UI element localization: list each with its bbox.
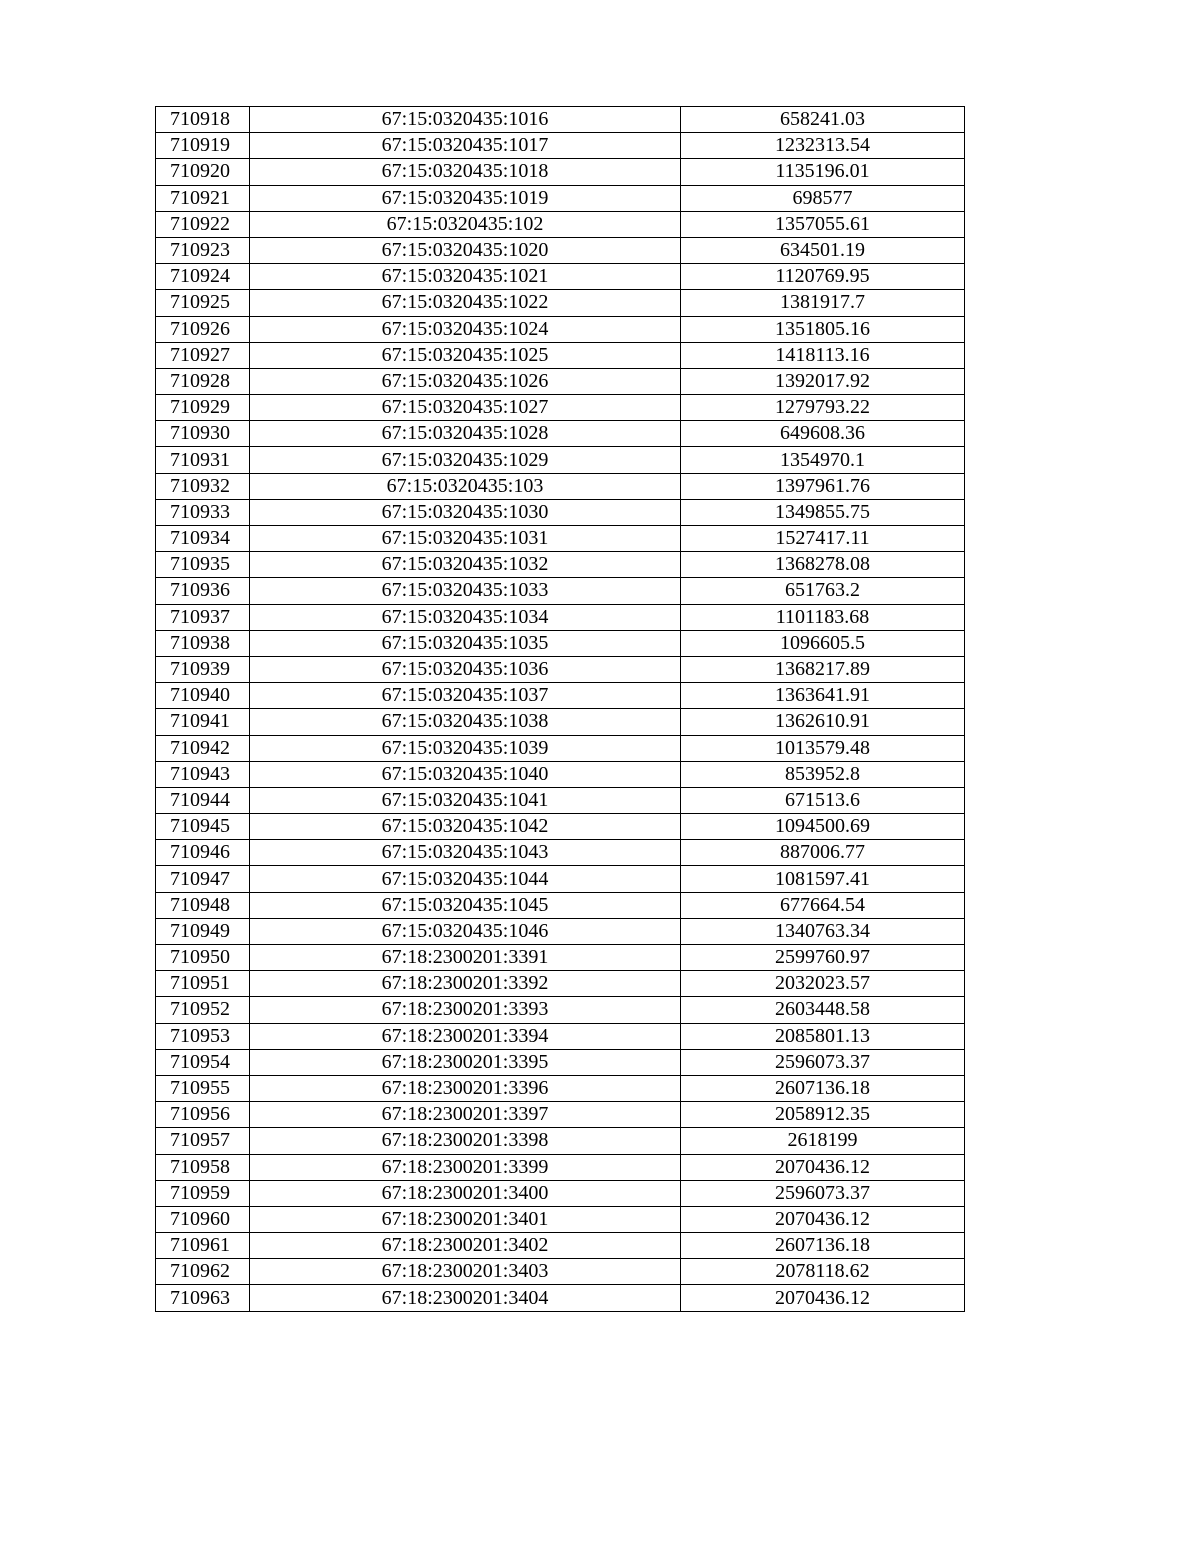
cadastral-value-cell: 1232313.54 xyxy=(681,133,965,159)
cadastral-value-cell: 651763.2 xyxy=(681,578,965,604)
cadastral-value-cell: 1368278.08 xyxy=(681,552,965,578)
cadastral-number-cell: 67:18:2300201:3404 xyxy=(250,1285,681,1311)
cadastral-value-cell: 2607136.18 xyxy=(681,1233,965,1259)
table-row xyxy=(156,1102,965,1128)
row-number-cell: 710919 xyxy=(156,133,250,159)
cadastral-value-cell: 1101183.68 xyxy=(681,604,965,630)
cadastral-value-cell: 1397961.76 xyxy=(681,473,965,499)
cadastral-number-cell: 67:15:0320435:1020 xyxy=(250,237,681,263)
cadastral-value-cell: 2032023.57 xyxy=(681,971,965,997)
cadastral-number-cell: 67:15:0320435:1043 xyxy=(250,840,681,866)
cadastral-number-cell: 67:18:2300201:3397 xyxy=(250,1102,681,1128)
cadastral-value-cell: 2596073.37 xyxy=(681,1180,965,1206)
row-number-cell: 710922 xyxy=(156,211,250,237)
row-number-cell: 710952 xyxy=(156,997,250,1023)
row-number-cell: 710936 xyxy=(156,578,250,604)
cadastral-value-cell: 658241.03 xyxy=(681,107,965,133)
table-row xyxy=(156,683,965,709)
row-number-cell: 710955 xyxy=(156,1075,250,1101)
table-row xyxy=(156,997,965,1023)
cadastral-value-cell: 1381917.7 xyxy=(681,290,965,316)
table-row xyxy=(156,892,965,918)
row-number-cell: 710932 xyxy=(156,473,250,499)
row-number-cell: 710946 xyxy=(156,840,250,866)
cadastral-number-cell: 67:15:0320435:1030 xyxy=(250,499,681,525)
row-number-cell: 710961 xyxy=(156,1233,250,1259)
cadastral-number-cell: 67:15:0320435:1040 xyxy=(250,761,681,787)
table-row xyxy=(156,473,965,499)
cadastral-number-cell: 67:15:0320435:1041 xyxy=(250,787,681,813)
row-number-cell: 710918 xyxy=(156,107,250,133)
cadastral-value-cell: 2603448.58 xyxy=(681,997,965,1023)
cadastral-number-cell: 67:15:0320435:1035 xyxy=(250,630,681,656)
cadastral-number-cell: 67:15:0320435:1033 xyxy=(250,578,681,604)
table-row xyxy=(156,237,965,263)
row-number-cell: 710948 xyxy=(156,892,250,918)
row-number-cell: 710930 xyxy=(156,421,250,447)
row-number-cell: 710941 xyxy=(156,709,250,735)
row-number-cell: 710963 xyxy=(156,1285,250,1311)
cadastral-value-cell: 2607136.18 xyxy=(681,1075,965,1101)
row-number-cell: 710954 xyxy=(156,1049,250,1075)
cadastral-value-cell: 1013579.48 xyxy=(681,735,965,761)
row-number-cell: 710934 xyxy=(156,526,250,552)
row-number-cell: 710925 xyxy=(156,290,250,316)
cadastral-value-cell: 1120769.95 xyxy=(681,264,965,290)
cadastral-value-cell: 1349855.75 xyxy=(681,499,965,525)
cadastral-number-cell: 67:15:0320435:1021 xyxy=(250,264,681,290)
row-number-cell: 710928 xyxy=(156,368,250,394)
row-number-cell: 710960 xyxy=(156,1206,250,1232)
cadastral-value-cell: 2070436.12 xyxy=(681,1206,965,1232)
cadastral-number-cell: 67:18:2300201:3393 xyxy=(250,997,681,1023)
row-number-cell: 710926 xyxy=(156,316,250,342)
cadastral-value-cell: 2078118.62 xyxy=(681,1259,965,1285)
cadastral-number-cell: 67:15:0320435:1024 xyxy=(250,316,681,342)
table-row xyxy=(156,1259,965,1285)
row-number-cell: 710951 xyxy=(156,971,250,997)
cadastral-value-cell: 698577 xyxy=(681,185,965,211)
cadastral-number-cell: 67:18:2300201:3391 xyxy=(250,945,681,971)
cadastral-number-cell: 67:15:0320435:1017 xyxy=(250,133,681,159)
table-row xyxy=(156,761,965,787)
table-row xyxy=(156,945,965,971)
cadastral-value-cell: 2058912.35 xyxy=(681,1102,965,1128)
cadastral-number-cell: 67:15:0320435:1042 xyxy=(250,814,681,840)
cadastral-value-cell: 2599760.97 xyxy=(681,945,965,971)
cadastral-number-cell: 67:15:0320435:1031 xyxy=(250,526,681,552)
cadastral-value-cell: 1362610.91 xyxy=(681,709,965,735)
cadastral-value-cell: 2618199 xyxy=(681,1128,965,1154)
row-number-cell: 710920 xyxy=(156,159,250,185)
cadastral-number-cell: 67:15:0320435:1034 xyxy=(250,604,681,630)
table-row xyxy=(156,1075,965,1101)
cadastral-number-cell: 67:15:0320435:1025 xyxy=(250,342,681,368)
cadastral-value-cell: 887006.77 xyxy=(681,840,965,866)
cadastral-value-cell: 671513.6 xyxy=(681,787,965,813)
row-number-cell: 710957 xyxy=(156,1128,250,1154)
table-row xyxy=(156,1128,965,1154)
row-number-cell: 710931 xyxy=(156,447,250,473)
row-number-cell: 710949 xyxy=(156,918,250,944)
cadastral-number-cell: 67:15:0320435:1037 xyxy=(250,683,681,709)
table-row xyxy=(156,787,965,813)
row-number-cell: 710953 xyxy=(156,1023,250,1049)
table-row xyxy=(156,185,965,211)
table-row xyxy=(156,735,965,761)
cadastral-number-cell: 67:15:0320435:1026 xyxy=(250,368,681,394)
row-number-cell: 710956 xyxy=(156,1102,250,1128)
table-row xyxy=(156,604,965,630)
cadastral-number-cell: 67:15:0320435:1016 xyxy=(250,107,681,133)
cadastral-number-cell: 67:18:2300201:3402 xyxy=(250,1233,681,1259)
cadastral-value-cell: 2085801.13 xyxy=(681,1023,965,1049)
table-row xyxy=(156,866,965,892)
row-number-cell: 710942 xyxy=(156,735,250,761)
cadastral-value-cell: 634501.19 xyxy=(681,237,965,263)
table-row xyxy=(156,316,965,342)
cadastral-number-cell: 67:15:0320435:1029 xyxy=(250,447,681,473)
cadastral-number-cell: 67:18:2300201:3399 xyxy=(250,1154,681,1180)
cadastral-value-cell: 1392017.92 xyxy=(681,368,965,394)
row-number-cell: 710962 xyxy=(156,1259,250,1285)
cadastral-value-cell: 2070436.12 xyxy=(681,1154,965,1180)
cadastral-number-cell: 67:15:0320435:1019 xyxy=(250,185,681,211)
table-row xyxy=(156,971,965,997)
table-row xyxy=(156,107,965,133)
cadastral-value-cell: 2070436.12 xyxy=(681,1285,965,1311)
table-row xyxy=(156,1023,965,1049)
row-number-cell: 710959 xyxy=(156,1180,250,1206)
cadastral-value-cell: 1357055.61 xyxy=(681,211,965,237)
cadastral-value-cell: 1351805.16 xyxy=(681,316,965,342)
row-number-cell: 710950 xyxy=(156,945,250,971)
row-number-cell: 710938 xyxy=(156,630,250,656)
cadastral-number-cell: 67:18:2300201:3392 xyxy=(250,971,681,997)
table-row xyxy=(156,159,965,185)
cadastral-value-cell: 1354970.1 xyxy=(681,447,965,473)
row-number-cell: 710937 xyxy=(156,604,250,630)
cadastral-value-table xyxy=(155,106,965,1312)
cadastral-value-cell: 1418113.16 xyxy=(681,342,965,368)
table-row xyxy=(156,709,965,735)
table-row xyxy=(156,133,965,159)
cadastral-value-cell: 1094500.69 xyxy=(681,814,965,840)
row-number-cell: 710958 xyxy=(156,1154,250,1180)
row-number-cell: 710945 xyxy=(156,814,250,840)
cadastral-value-cell: 649608.36 xyxy=(681,421,965,447)
table-row xyxy=(156,264,965,290)
cadastral-value-cell: 2596073.37 xyxy=(681,1049,965,1075)
row-number-cell: 710944 xyxy=(156,787,250,813)
cadastral-number-cell: 67:18:2300201:3395 xyxy=(250,1049,681,1075)
row-number-cell: 710924 xyxy=(156,264,250,290)
table-row xyxy=(156,526,965,552)
cadastral-value-cell: 1340763.34 xyxy=(681,918,965,944)
cadastral-number-cell: 67:18:2300201:3398 xyxy=(250,1128,681,1154)
table-row xyxy=(156,578,965,604)
cadastral-number-cell: 67:18:2300201:3394 xyxy=(250,1023,681,1049)
table-row xyxy=(156,447,965,473)
table-row xyxy=(156,395,965,421)
cadastral-number-cell: 67:15:0320435:1038 xyxy=(250,709,681,735)
cadastral-value-cell: 677664.54 xyxy=(681,892,965,918)
row-number-cell: 710939 xyxy=(156,656,250,682)
cadastral-number-cell: 67:15:0320435:1018 xyxy=(250,159,681,185)
cadastral-number-cell: 67:15:0320435:1036 xyxy=(250,656,681,682)
row-number-cell: 710943 xyxy=(156,761,250,787)
table-row xyxy=(156,814,965,840)
cadastral-number-cell: 67:18:2300201:3396 xyxy=(250,1075,681,1101)
table-row xyxy=(156,552,965,578)
row-number-cell: 710947 xyxy=(156,866,250,892)
row-number-cell: 710935 xyxy=(156,552,250,578)
cadastral-value-cell: 853952.8 xyxy=(681,761,965,787)
table-body xyxy=(156,107,965,1312)
row-number-cell: 710933 xyxy=(156,499,250,525)
table-row xyxy=(156,1206,965,1232)
cadastral-number-cell: 67:18:2300201:3403 xyxy=(250,1259,681,1285)
cadastral-value-cell: 1081597.41 xyxy=(681,866,965,892)
table-row xyxy=(156,1154,965,1180)
cadastral-number-cell: 67:18:2300201:3400 xyxy=(250,1180,681,1206)
row-number-cell: 710923 xyxy=(156,237,250,263)
table-row xyxy=(156,918,965,944)
table-row xyxy=(156,342,965,368)
table-row xyxy=(156,211,965,237)
table-row xyxy=(156,656,965,682)
table-row xyxy=(156,630,965,656)
cadastral-value-cell: 1363641.91 xyxy=(681,683,965,709)
table-row xyxy=(156,290,965,316)
cadastral-number-cell: 67:15:0320435:102 xyxy=(250,211,681,237)
table-row xyxy=(156,840,965,866)
table-row xyxy=(156,1285,965,1311)
row-number-cell: 710921 xyxy=(156,185,250,211)
cadastral-value-cell: 1096605.5 xyxy=(681,630,965,656)
row-number-cell: 710927 xyxy=(156,342,250,368)
cadastral-number-cell: 67:15:0320435:1032 xyxy=(250,552,681,578)
cadastral-value-cell: 1527417.11 xyxy=(681,526,965,552)
cadastral-number-cell: 67:15:0320435:1039 xyxy=(250,735,681,761)
table-row xyxy=(156,1233,965,1259)
cadastral-number-cell: 67:18:2300201:3401 xyxy=(250,1206,681,1232)
table-row xyxy=(156,1180,965,1206)
cadastral-number-cell: 67:15:0320435:1028 xyxy=(250,421,681,447)
cadastral-number-cell: 67:15:0320435:1027 xyxy=(250,395,681,421)
row-number-cell: 710940 xyxy=(156,683,250,709)
table-row xyxy=(156,1049,965,1075)
cadastral-number-cell: 67:15:0320435:1046 xyxy=(250,918,681,944)
cadastral-number-cell: 67:15:0320435:1022 xyxy=(250,290,681,316)
cadastral-number-cell: 67:15:0320435:1045 xyxy=(250,892,681,918)
cadastral-value-cell: 1135196.01 xyxy=(681,159,965,185)
cadastral-value-cell: 1368217.89 xyxy=(681,656,965,682)
cadastral-number-cell: 67:15:0320435:1044 xyxy=(250,866,681,892)
cadastral-value-cell: 1279793.22 xyxy=(681,395,965,421)
table-row xyxy=(156,421,965,447)
cadastral-number-cell: 67:15:0320435:103 xyxy=(250,473,681,499)
row-number-cell: 710929 xyxy=(156,395,250,421)
table-row xyxy=(156,368,965,394)
table-row xyxy=(156,499,965,525)
